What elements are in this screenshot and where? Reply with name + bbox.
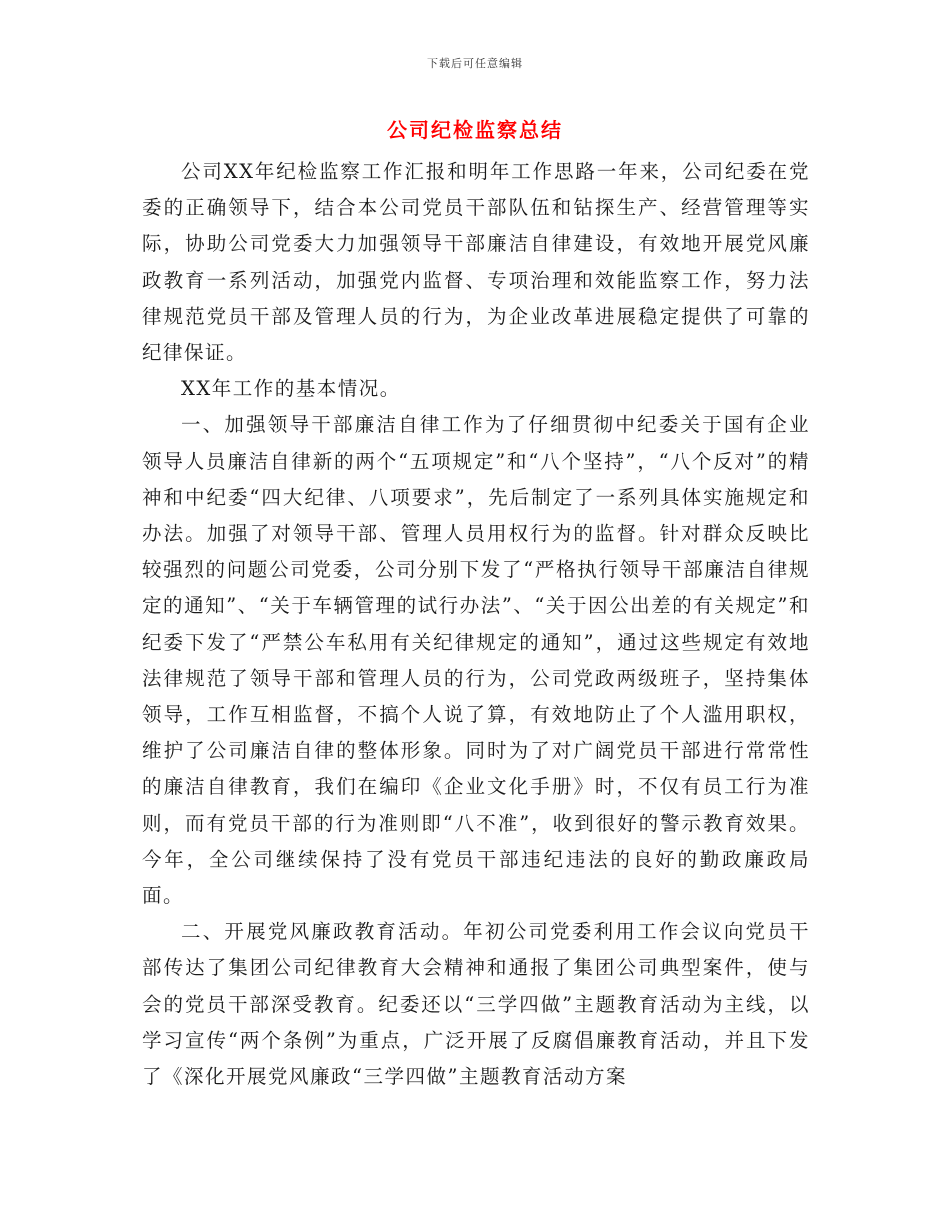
paragraph-basic-situation: XX年工作的基本情况。	[181, 377, 401, 401]
document-body	[142, 154, 810, 1095]
paragraph-section-1: 一、加强领导干部廉洁自律工作为了仔细贯彻中纪委关于国有企业领导人员廉洁自律新的两个“五项规定”和“八个坚持”，“八个反对”的精神和中纪委“四大纪律、八项要求”，先后制定了一系列具体实施规定和办法。加强了对领导干部、管理人员用权行为的监督。针对群众反映比较强烈的问题公司党委，公司分别下发了“严格执行领导干部廉洁自律规定的通知”、“关于车辆管理的试行办法”、“关于因公出差的有关规定”和纪委下发了“严禁公车私用有关纪律规定的通知”，通过这些规定有效地法律规范了领导干部和管理人员的行为，公司党政两级班子，坚持集体领导，工作互相监督，不搞个人说了算，有效地防止了个人滥用职权，维护了公司廉洁自律的整体形象。同时为了对广阔党员干部进行常常性的廉洁自律教育，我们在编印《企业文化手册》时，不仅有员工行为准则，而有党员干部的行为准则即“八不准”，收到很好的警示教育效果。今年，全公司继续保持了没有党员干部违纪违法的良好的勤政廉政局面。	[142, 413, 810, 908]
header-note: 下载后可任意编辑	[427, 57, 523, 70]
paragraph-section-2: 二、开展党风廉政教育活动。年初公司党委利用工作会议向党员干部传达了集团公司纪律教育大会精神和通报了集团公司典型案件，使与会的党员干部深受教育。纪委还以“三学四做”主题教育活动为主线，以学习宣传“两个条例”为重点，广泛开展了反腐倡廉教育活动，并且下发了《深化开展党风廉政“三学四做”主题教育活动方案	[142, 920, 810, 1089]
document-title: 公司纪检监察总结	[387, 118, 563, 142]
paragraph-intro: 公司XX年纪检监察工作汇报和明年工作思路一年来，公司纪委在党委的正确领导下，结合本公司党员干部队伍和钻探生产、经营管理等实际，协助公司党委大力加强领导干部廉洁自律建设，有效地开展党风廉政教育一系列活动，加强党内监督、专项治理和效能监察工作，努力法律规范党员干部及管理人员的行为，为企业改革进展稳定提供了可靠的纪律保证。	[142, 160, 810, 365]
